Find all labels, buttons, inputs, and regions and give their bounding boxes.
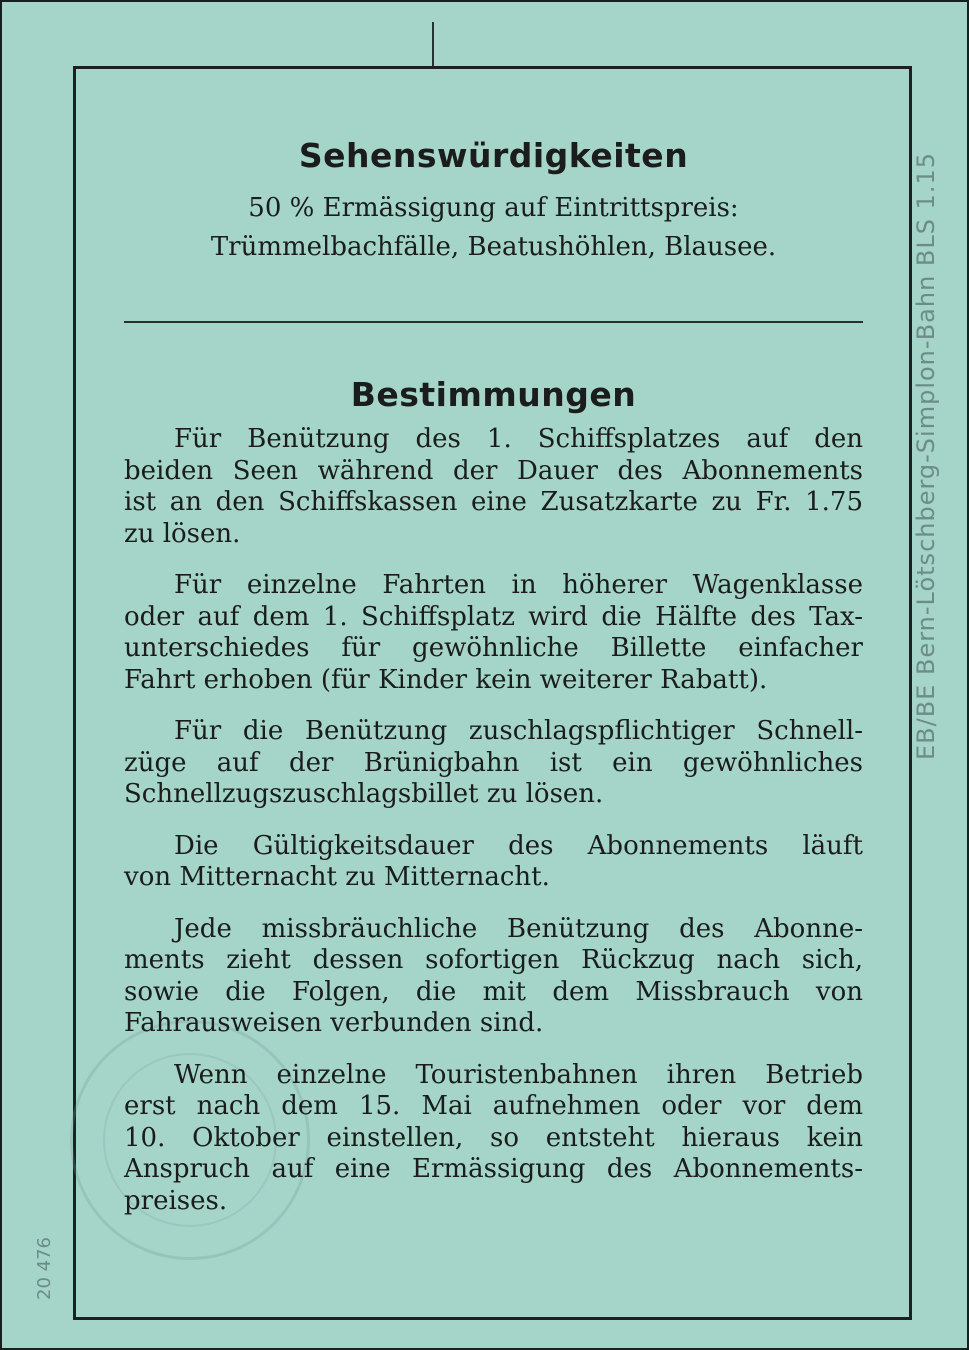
paragraph-line: preises.	[124, 1185, 228, 1216]
rule-paragraph-3	[124, 716, 863, 811]
paragraph-line: Die Gültigkeitsdauer des Abonnements läuft	[174, 830, 863, 861]
heading-bestimmungen: Bestimmungen	[350, 375, 637, 414]
paragraph-line: Fahrausweisen verbunden sind.	[124, 1008, 544, 1038]
paragraph-line: Anspruch auf eine Ermässigung des Abonnements-	[124, 1154, 863, 1184]
handwritten-margin-note: EB/BE Bern-Lötschberg-Simplon-Bahn BLS 1.15	[912, 151, 940, 760]
attractions-line: Trümmelbachfälle, Beatushöhlen, Blausee.	[210, 232, 777, 262]
paragraph-line: züge auf der Brünigbahn ist ein gewöhnliches	[124, 747, 863, 778]
rules-list	[124, 424, 863, 1217]
rule-paragraph-4	[124, 831, 863, 894]
paragraph-line: zu lösen.	[124, 518, 241, 549]
paragraph-line: beiden Seen während der Dauer des Abonnements	[124, 455, 863, 486]
paragraph-line: ments zieht dessen sofortigen Rückzug nach sich,	[124, 945, 863, 975]
paragraph-line: Fahrt erhoben (für Kinder kein weiterer Rabatt).	[124, 664, 768, 695]
paragraph-line: ist an den Schiffskassen eine Zusatzkarte zu Fr. 1.75	[124, 487, 863, 517]
paragraph-line: Jede missbräuchliche Benützung des Abonne-	[174, 913, 863, 944]
paragraph-line: Für die Benützung zuschlagspflichtiger Schnell-	[174, 716, 863, 746]
paragraph-line: erst nach dem 15. Mai aufnehmen oder vor dem	[124, 1091, 863, 1121]
paragraph-line: Schnellzugszuschlagsbillet zu lösen.	[124, 779, 604, 809]
paragraph-line: Wenn einzelne Touristenbahnen ihren Betrieb	[174, 1059, 863, 1090]
paragraph-line: von Mitternacht zu Mitternacht.	[124, 862, 550, 892]
heading-sehenswuerdigkeiten: Sehenswürdigkeiten	[298, 136, 689, 175]
paragraph-line: 10. Oktober einstellen, so entsteht hieraus kein	[124, 1122, 863, 1153]
top-mark	[432, 22, 434, 68]
rule-paragraph-2	[124, 570, 863, 696]
rule-paragraph-1	[124, 424, 863, 550]
divider-rule	[124, 321, 863, 323]
paragraph-line: unterschiedes für gewöhnliche Billette einfacher	[124, 633, 863, 663]
rule-paragraph-5	[124, 914, 863, 1040]
paragraph-line: Für einzelne Fahrten in höherer Wagenklasse	[174, 570, 863, 600]
discount-line: 50 % Ermässigung auf Eintrittspreis:	[248, 193, 739, 223]
paragraph-line: sowie die Folgen, die mit dem Missbrauch von	[124, 976, 863, 1007]
rule-paragraph-6	[124, 1060, 863, 1218]
content-area	[124, 130, 863, 1237]
paragraph-line: Für Benützung des 1. Schiffsplatzes auf den	[174, 424, 863, 454]
paragraph-line: oder auf dem 1. Schiffsplatz wird die Hälfte des Tax-	[124, 601, 863, 632]
archive-number: 20 476	[34, 1237, 55, 1300]
